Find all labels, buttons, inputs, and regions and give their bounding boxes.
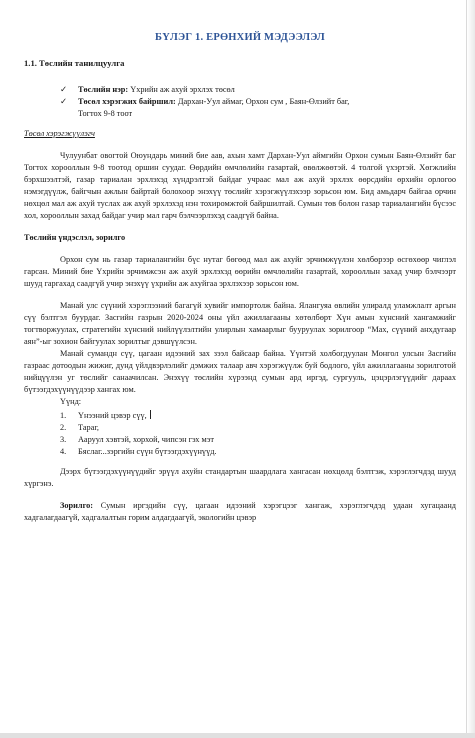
rationale-heading: Төслийн үндэслэл, зорилго	[24, 232, 126, 242]
project-location-label: Төсөл хэрэгжих байршил:	[78, 96, 176, 106]
goal-paragraph	[24, 500, 456, 524]
project-location-continuation: Тогтох 9-8 тоот	[78, 108, 133, 118]
project-name-item	[60, 84, 456, 96]
project-location-item	[60, 96, 456, 120]
project-name-label: Төслийн нэр:	[78, 84, 129, 94]
goal-text: Сумын иргэдийн сүү, цагаан идээний хэрэгцээг хангаж, хэрэглэгчдэд удаан хугацаанд хадгалагдаагүй, хадгалалтын горим алдагдаагүй, экологийн цэвэр	[24, 501, 456, 523]
page-edge-bottom	[0, 733, 475, 738]
project-info-list	[60, 84, 456, 120]
needs-label: Үүнд:	[60, 397, 82, 407]
project-name-value: Үхрийн аж ахуй эрхлэх төсөл	[128, 84, 235, 94]
implementer-paragraph: Чулуунбат овогтой Оюундарь миний бие аав, ахын хамт Дархан-Уул аймгийн Орхон сумын Баян-Өлзийт баг Тогтох хорооллын 9-8 тоотод оршин суудаг. Өөрдийн өмчлөлийн газартай, өвөлжөөтэй. 4 толгой үхэртэй. Хөгжлийн бэрхшээлтэй, газар тариалан эрхлэхэд хүндрэлтэй байдаг учраас мал аж ахуй эрхлэх өөрсдийн өрхийн орлогоо нэмэгдүүлж, байгчын ажлын байртай болохоор энэхүү төслийг хэрэгжүүлэхээр зорьсон юм. Бид амьдарч байгаа орчин нөхцөл мал аж ахуй туслах аж ахуй эрхлэхэд нэн тохиромжтой байршилтай. Сумын төв болон газар тариалангийн бүсээс хол, хорооллын захад байдаг учир мал гарч бэлчээрлэхэд саадгүй байна.	[24, 150, 456, 220]
page-edge-right	[466, 0, 475, 738]
list-item-text: Бяслаг...зэргийн сүүн бүтээгдэхүүнүүд.	[78, 447, 217, 457]
project-location-value: Дархан-Уул аймаг, Орхон сум , Баян-Өлзийт баг,	[175, 96, 350, 106]
standards-paragraph: Дээрх бүтээгдэхүүнүүдийг эрүүл ахуйн стандартын шаардлага хангасан нөхцөлд бэлтгэж, хэрэглэгчдэд шууд хүргэнэ.	[24, 467, 456, 489]
rationale-paragraph: Манай улс сүүний хэрэглээний багагүй хувийг импортолж байна. Ялангуяа өвлийн улиралд уламжлалт аргын сүү бэлтгэл буурдаг. Засгийн газрын 2020-2024 оны үйл ажиллагааны хөтөлбөрт Хүн амын хүнсний хангамжийг тогтворжуулах, стратегийн хүнсний нийлүүлэлтийн улирлын хамаарлыг бууруулах зорилгоор “Мах, сүүний анхдугаар аян”-ыг зохион байгуулах зорилтыг дэвшүүлсэн.	[24, 300, 456, 346]
list-item: 4. Бяслаг...зэргийн сүүн бүтээгдэхүүнүүд.	[60, 447, 217, 457]
list-item-text: Үнээний цэвэр сүү,	[78, 411, 147, 421]
goal-label: Зорилго:	[60, 501, 94, 511]
list-item: 2. Тараг,	[60, 423, 99, 433]
chapter-title: БҮЛЭГ 1. ЕРӨНХИЙ МЭДЭЭЛЭЛ	[155, 32, 325, 43]
list-item-text: Тараг,	[78, 423, 99, 433]
list-item: 1. Үнээний цэвэр сүү,	[60, 410, 456, 422]
list-item: 3. Ааруул хэвтэй, хорхой, чипсэн гэх мэт	[60, 435, 215, 445]
checkmark-icon: ✓	[60, 96, 68, 107]
needs-list	[60, 410, 456, 458]
rationale-paragraph: Орхон сум нь газар тариалангийн бүс нутаг бөгөөд мал аж ахуйг эрчимжүүлэн хөлбөрээр өсгөхөөр чиглэл гарсан. Миний бие Үхрийн эрчимжсэн аж ахуй эрхлэхэд өөрийн өмчлөлийн газартай, хорооллын захад учир бэлчээрт шууд гаргахад саадгүй учир энэхүү үхрийн аж ахуйгаа эрхлэхээр зорьсон юм.	[24, 254, 456, 288]
page-content	[24, 30, 456, 524]
implementer-heading: Төсөл хэрэгжүүлэгч	[24, 128, 95, 138]
text-cursor	[150, 410, 151, 419]
section-title: 1.1. Төслийн танилцуулга	[24, 58, 125, 69]
checkmark-icon: ✓	[60, 84, 68, 95]
list-item-text: Ааруул хэвтэй, хорхой, чипсэн гэх мэт	[78, 435, 215, 445]
rationale-paragraph: Манай сумандн сүү, цагаан идээний зах зээл байсаар байна. Үүнтэй холбогдуулан Монгол улсын Засгийн газраас дотоодын жижиг, дунд үйлдвэрлэлийг дэмжих талаар авч хэрэгжүүлж буй бодлого, үйл ажиллагааны зорилготой нийцүүлэн уг төслийг санаачилсан. Энэхүү төслийн хүрээнд сумын ард иргэд, сургууль, цэцэрлэгүүдийг дараах бүтээгдэхүүнүүдээр хангах юм.	[24, 348, 456, 394]
